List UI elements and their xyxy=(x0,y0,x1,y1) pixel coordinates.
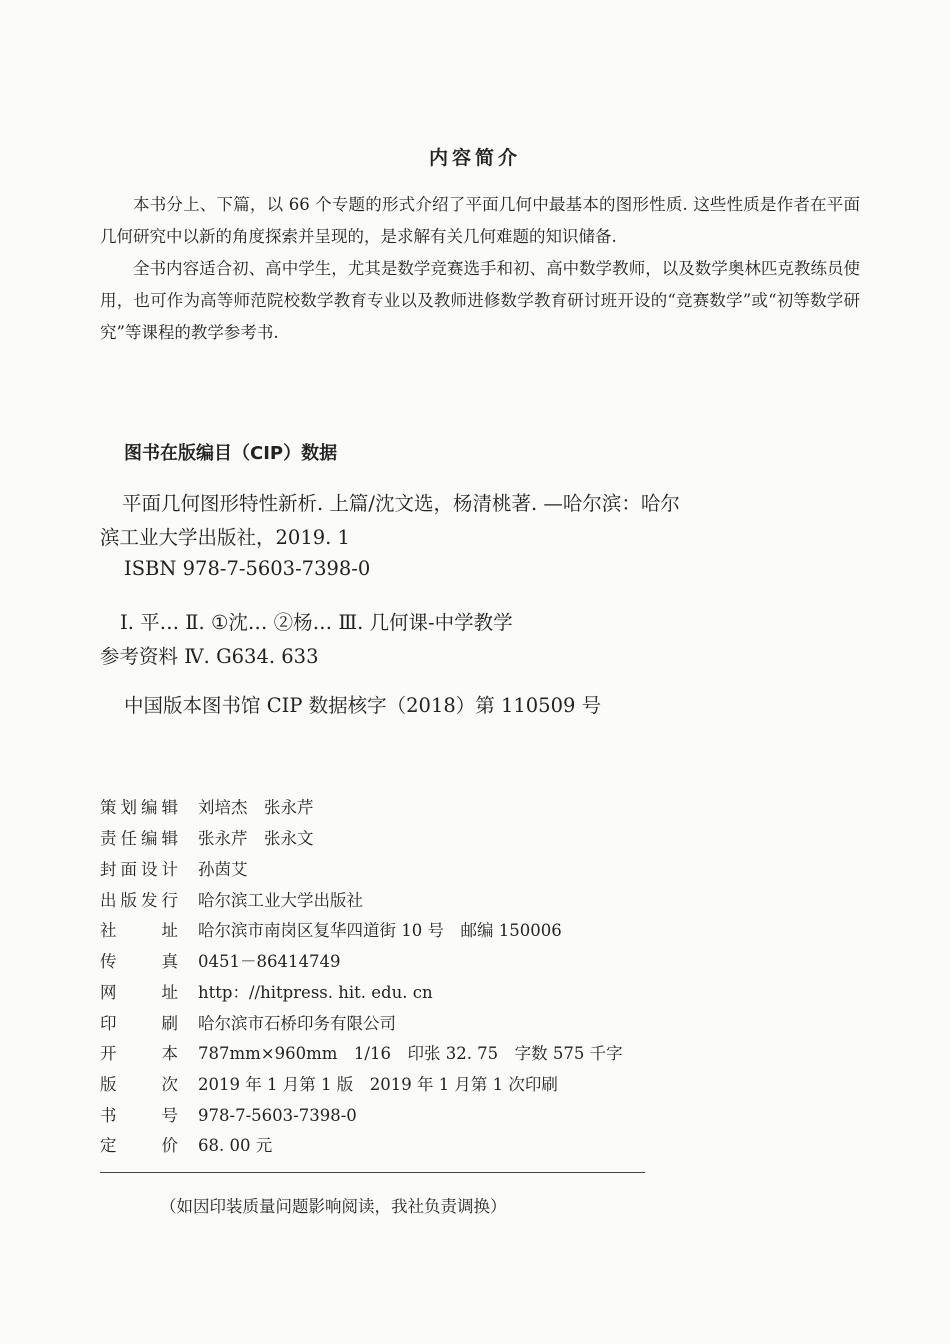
credit-label: 策划编辑 xyxy=(100,798,178,817)
cip-line: 平面几何图形特性新析. 上篇/沈文选，杨清桃著. —哈尔滨：哈尔 xyxy=(122,492,680,515)
cip-heading: 图书在版编目（CIP）数据 xyxy=(124,443,338,464)
credit-value: 2019 年 1 月第 1 版 2019 年 1 月第 1 次印刷 xyxy=(198,1075,558,1094)
summary-paragraph: 本书分上、下篇，以 66 个专题的形式介绍了平面几何中最基本的图形性质. 这些性质是作者在平面几何研究中以新的角度探索并呈现的，是求解有关几何难题的知识储备. xyxy=(100,195,860,246)
credit-value: 哈尔滨市南岗区复华四道街 10 号 邮编 150006 xyxy=(198,921,562,940)
credit-row xyxy=(100,948,340,972)
credit-row xyxy=(100,1071,558,1095)
credit-label: 版次 xyxy=(100,1075,178,1094)
credit-value: http：//hitpress. hit. edu. cn xyxy=(198,983,433,1002)
credit-row xyxy=(100,1132,272,1156)
credit-label: 责任编辑 xyxy=(100,829,178,848)
credit-row xyxy=(100,1010,396,1034)
credit-value: 张永芹 张永文 xyxy=(198,829,314,848)
credit-value: 787mm×960mm 1/16 印张 32. 75 字数 575 千字 xyxy=(198,1044,623,1063)
credit-value: 68. 00 元 xyxy=(198,1136,273,1155)
credit-row xyxy=(100,887,363,911)
credit-row xyxy=(100,794,314,818)
credit-value: 哈尔滨工业大学出版社 xyxy=(198,891,363,910)
cip-line: Ⅰ. 平… Ⅱ. ①沈… ②杨… Ⅲ. 几何课-中学教学 xyxy=(120,611,513,634)
credit-label: 网址 xyxy=(100,983,178,1002)
cip-line: 中国版本图书馆 CIP 数据核字（2018）第 110509 号 xyxy=(124,694,602,717)
credit-label: 封面设计 xyxy=(100,860,178,879)
cip-line: ISBN 978-7-5603-7398-0 xyxy=(124,557,371,580)
credit-label: 印刷 xyxy=(100,1014,178,1033)
credit-row xyxy=(100,979,433,1003)
credit-row xyxy=(100,825,314,849)
credit-value: 刘培杰 张永芹 xyxy=(198,798,314,817)
credit-label: 社址 xyxy=(100,921,178,940)
credit-label: 定价 xyxy=(100,1136,178,1155)
cip-line: 滨工业大学出版社，2019. 1 xyxy=(100,526,350,549)
summary-title: 内容简介 xyxy=(428,147,521,169)
summary-paragraph: 全书内容适合初、高中学生，尤其是数学竞赛选手和初、高中数学教师，以及数学奥林匹克教练员使用，也可作为高等师范院校数学教育专业以及教师进修数学教育研讨班开设的“竞赛数学”或“初等数学研究”等课程的教学参考书. xyxy=(100,259,860,342)
credit-label: 开本 xyxy=(100,1044,178,1063)
credit-value: 0451－86414749 xyxy=(198,952,341,971)
credit-value: 978-7-5603-7398-0 xyxy=(198,1106,357,1125)
credit-row xyxy=(100,917,562,941)
credit-label: 书号 xyxy=(100,1106,178,1125)
footer-note: （如因印装质量问题影响阅读，我社负责调换） xyxy=(160,1197,507,1216)
credit-row xyxy=(100,1040,623,1064)
cip-line: 参考资料 Ⅳ. G634. 633 xyxy=(100,645,319,668)
credit-value: 哈尔滨市石桥印务有限公司 xyxy=(198,1014,396,1033)
credit-row xyxy=(100,1102,357,1126)
credit-row xyxy=(100,856,248,880)
credits-divider xyxy=(100,1172,645,1173)
credit-label: 传真 xyxy=(100,952,178,971)
credit-label: 出版发行 xyxy=(100,891,178,910)
credit-value: 孙茵艾 xyxy=(198,860,248,879)
